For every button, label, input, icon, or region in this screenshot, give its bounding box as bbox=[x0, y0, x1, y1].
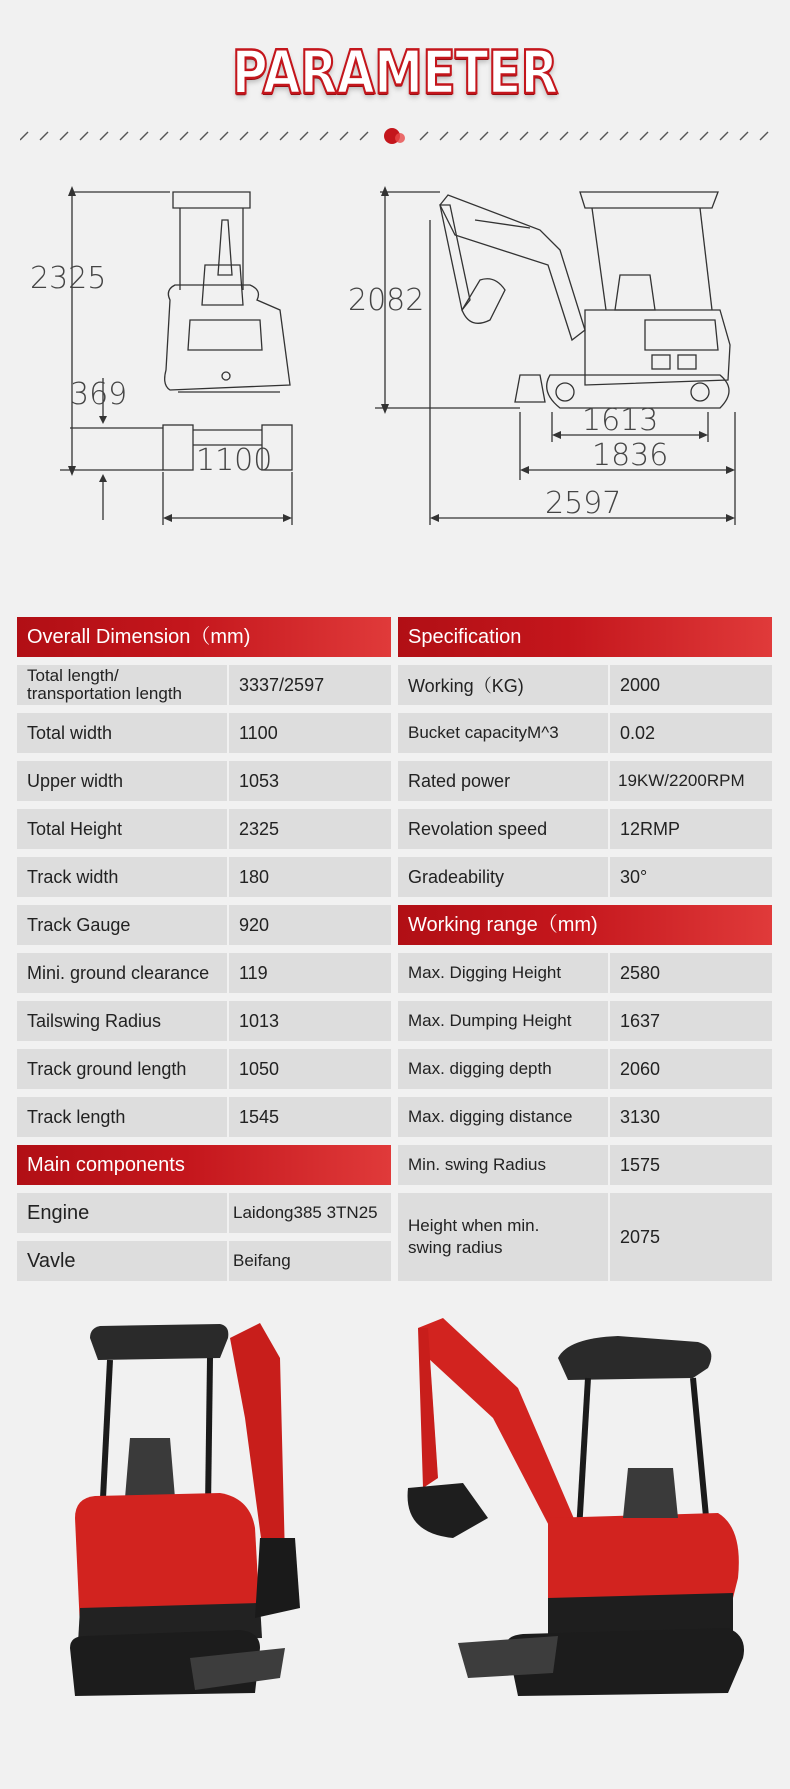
row-value: Beifang bbox=[229, 1241, 391, 1281]
table-row bbox=[17, 1241, 391, 1281]
row-value: 180 bbox=[229, 857, 391, 897]
page-title bbox=[0, 38, 790, 108]
table-row bbox=[398, 1049, 772, 1089]
row-label: Tailswing Radius bbox=[17, 1001, 227, 1041]
row-label: Max. Dumping Height bbox=[398, 1001, 608, 1041]
row-label: Height when min. swing radius bbox=[398, 1193, 608, 1281]
front-view-drawing bbox=[163, 192, 292, 470]
table-row bbox=[398, 1001, 772, 1041]
table-row bbox=[17, 1097, 391, 1137]
row-label: Gradeability bbox=[398, 857, 608, 897]
row-value: 1637 bbox=[610, 1001, 772, 1041]
row-label: Vavle bbox=[17, 1241, 227, 1281]
table-row bbox=[398, 713, 772, 753]
row-label: Rated power bbox=[398, 761, 608, 801]
row-value: 30° bbox=[610, 857, 772, 897]
row-label: Track width bbox=[17, 857, 227, 897]
table-row bbox=[398, 1097, 772, 1137]
row-value: 3337/2597 bbox=[229, 665, 391, 705]
overall-dimension-header: Overall Dimension（mm) bbox=[17, 617, 391, 657]
row-label: Track Gauge bbox=[17, 905, 227, 945]
row-label: Track length bbox=[17, 1097, 227, 1137]
table-row bbox=[398, 761, 772, 801]
row-value: 920 bbox=[229, 905, 391, 945]
row-value: 2060 bbox=[610, 1049, 772, 1089]
table-row bbox=[17, 905, 391, 945]
side-transport-length-label: 2597 bbox=[545, 486, 622, 521]
table-row bbox=[17, 1001, 391, 1041]
row-label: Track ground length bbox=[17, 1049, 227, 1089]
excavator-photo-side bbox=[398, 1318, 766, 1738]
front-height-label: 2325 bbox=[30, 261, 107, 296]
row-value: 119 bbox=[229, 953, 391, 993]
side-height-label: 2082 bbox=[348, 283, 425, 318]
table-row bbox=[17, 857, 391, 897]
table-row bbox=[398, 809, 772, 849]
row-value: 12RMP bbox=[610, 809, 772, 849]
specification-header: Specification bbox=[398, 617, 772, 657]
front-width-label: 1100 bbox=[196, 443, 273, 478]
table-row bbox=[17, 761, 391, 801]
row-label: Revolation speed bbox=[398, 809, 608, 849]
row-label: Bucket capacityM^3 bbox=[398, 713, 608, 753]
row-value: 2580 bbox=[610, 953, 772, 993]
row-label: Upper width bbox=[17, 761, 227, 801]
page-title-text: PARAMETER bbox=[232, 38, 558, 108]
row-value: 1053 bbox=[229, 761, 391, 801]
row-label: Max. digging distance bbox=[398, 1097, 608, 1137]
row-label: Max. Digging Height bbox=[398, 953, 608, 993]
table-row bbox=[398, 1193, 772, 1281]
row-value: 1100 bbox=[229, 713, 391, 753]
row-label: Mini. ground clearance bbox=[17, 953, 227, 993]
table-row bbox=[398, 1145, 772, 1185]
row-value: 3130 bbox=[610, 1097, 772, 1137]
row-label: Working（KG) bbox=[398, 665, 608, 705]
table-row bbox=[17, 953, 391, 993]
row-label: Engine bbox=[17, 1193, 227, 1233]
row-value: 0.02 bbox=[610, 713, 772, 753]
working-range-header: Working range（mm) bbox=[398, 905, 772, 945]
row-label: Total length/ transportation length bbox=[17, 665, 227, 705]
row-value: 1013 bbox=[229, 1001, 391, 1041]
row-value: 19KW/2200RPM bbox=[610, 761, 772, 801]
row-label: Total Height bbox=[17, 809, 227, 849]
row-value: Laidong385 3TN25 bbox=[229, 1193, 391, 1233]
row-value: 1545 bbox=[229, 1097, 391, 1137]
table-row bbox=[398, 857, 772, 897]
table-row bbox=[398, 665, 772, 705]
title-divider bbox=[20, 122, 770, 150]
side-view-drawing bbox=[440, 192, 730, 408]
row-label: Total width bbox=[17, 713, 227, 753]
overall-dimension-table bbox=[17, 617, 391, 1289]
table-row bbox=[398, 953, 772, 993]
side-track-length-label: 1836 bbox=[592, 438, 669, 473]
row-value: 1050 bbox=[229, 1049, 391, 1089]
excavator-photo-front bbox=[70, 1318, 350, 1738]
table-row bbox=[17, 809, 391, 849]
row-value: 2075 bbox=[610, 1193, 772, 1281]
table-row bbox=[17, 665, 391, 705]
row-value: 2325 bbox=[229, 809, 391, 849]
row-label: Max. digging depth bbox=[398, 1049, 608, 1089]
dimension-drawings bbox=[0, 180, 790, 600]
row-value: 2000 bbox=[610, 665, 772, 705]
table-row bbox=[17, 713, 391, 753]
row-value: 1575 bbox=[610, 1145, 772, 1185]
table-row bbox=[17, 1049, 391, 1089]
row-label: Min. swing Radius bbox=[398, 1145, 608, 1185]
main-components-header: Main components bbox=[17, 1145, 391, 1185]
table-row bbox=[17, 1193, 391, 1233]
specification-table bbox=[398, 617, 772, 1289]
side-track-ground-label: 1613 bbox=[582, 403, 659, 438]
front-clearance-label: 369 bbox=[70, 377, 128, 412]
